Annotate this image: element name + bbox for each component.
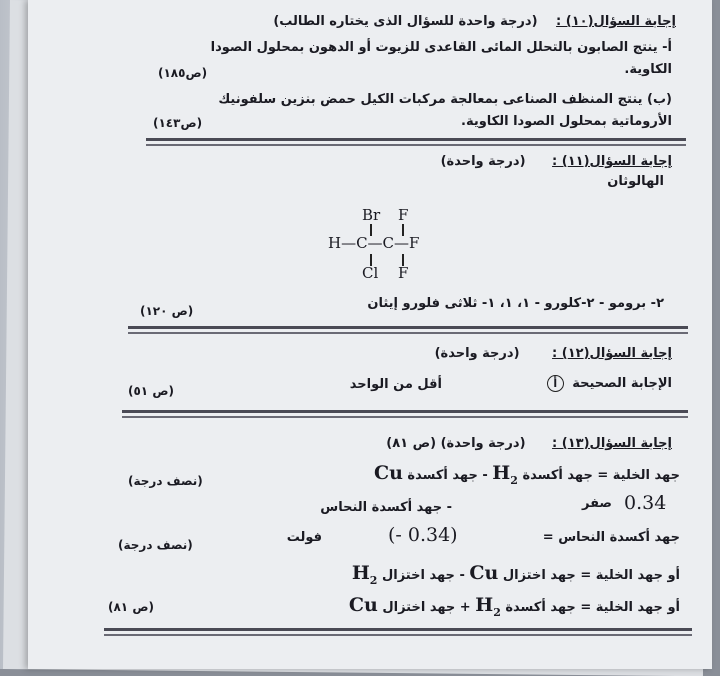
- halothane-structure: [318, 206, 458, 286]
- q13-line4-cu: Cu: [469, 562, 499, 584]
- q12-header-row: [352, 346, 672, 361]
- q12-answer: أقل من الواحد: [349, 377, 442, 392]
- q12-correct-row: [547, 375, 672, 392]
- q11-header-row: [352, 154, 672, 169]
- divider: [146, 138, 686, 141]
- q13-line4-mid: - جهد اختزال: [381, 568, 465, 583]
- q12-correct-label: الإجابة الصحيحة: [572, 376, 672, 391]
- q13-header: إجابة السؤال(١٣) :: [552, 436, 672, 451]
- q13-line4: [352, 562, 680, 587]
- q10-a-ref: (ص١٨٥): [158, 66, 208, 80]
- q13-line4-h2: [352, 562, 378, 587]
- q10-a-line2: الكاوية.: [624, 62, 672, 77]
- q10-b-line2: الأروماتية بمحلول الصودا الكاوية.: [461, 114, 672, 129]
- q13-line3-val: (- 0.34): [388, 524, 458, 546]
- carbon-chain: H—C—C—F: [328, 234, 420, 252]
- q10-b-line1: (ب) ينتج المنظف الصناعى بمعالجة مركبات الكيل حمض بنزين سلفونيك: [218, 92, 672, 107]
- divider: [128, 326, 688, 329]
- q13-line2-right: صفر: [581, 496, 612, 511]
- q12-choice-circle: أ: [547, 375, 564, 392]
- atom-f-bottom: F: [398, 264, 409, 282]
- q13-line5-mid: + جهد اختزال: [382, 600, 471, 615]
- q11-answer: الهالوثان: [607, 174, 664, 189]
- q13-line5-text: أو جهد الخلية = جهد أكسدة: [505, 600, 680, 615]
- q13-grading: (درجة واحدة) (ص ٨١): [386, 436, 526, 451]
- q13-line3: جهد أكسدة النحاس =: [542, 530, 680, 545]
- q13-line3-unit: فولت: [286, 530, 322, 545]
- q12-ref: (ص ٥١): [128, 384, 174, 398]
- q13-half2: (نصف درجة): [118, 538, 193, 552]
- q13-line4-text: أو جهد الخلية = جهد اختزال: [502, 568, 680, 583]
- divider: [122, 410, 688, 413]
- divider: [128, 332, 688, 334]
- q13-half1: (نصف درجة): [128, 474, 203, 488]
- q13-line5-h: H: [475, 594, 494, 616]
- answer-key-page: [28, 0, 712, 669]
- q13-line5-cu: Cu: [348, 594, 378, 616]
- q13-line2-val: 0.34: [624, 492, 667, 514]
- q13-line2-mid: - جهد أكسدة النحاس: [320, 500, 452, 515]
- q10-grading: (درجة واحدة للسؤال الذى يختاره الطالب): [273, 14, 538, 29]
- q10-header: إجابة السؤال(١٠) :: [556, 14, 676, 29]
- q13-line5: [349, 594, 680, 619]
- atom-cl: Cl: [362, 264, 379, 282]
- q12-grading: (درجة واحدة): [434, 346, 520, 361]
- q10-b-ref: (ص١٤٣): [153, 116, 203, 130]
- q10-a-line1: أ- ينتج الصابون بالتحلل المائى القاعدى للزيوت أو الدهون بمحلول الصودا: [210, 40, 672, 55]
- subscript: 2: [510, 473, 518, 487]
- q11-header: إجابة السؤال(١١) :: [552, 154, 672, 169]
- atom-f-top: F: [398, 206, 409, 224]
- q13-ref: (ص ٨١): [108, 600, 154, 614]
- q13-line1-text: جهد الخلية = جهد أكسدة: [522, 468, 680, 483]
- atom-br: Br: [362, 206, 381, 224]
- q13-line1-h2: [492, 462, 518, 487]
- q13-line1-cu: Cu: [373, 462, 403, 484]
- q13-line4-h: H: [351, 562, 370, 584]
- q11-ref: (ص ١٢٠): [140, 304, 194, 318]
- q11-grading: (درجة واحدة): [440, 154, 526, 169]
- divider: [146, 144, 686, 146]
- q12-header: إجابة السؤال(١٢) :: [552, 346, 672, 361]
- q10-header-row: [236, 14, 676, 29]
- subscript: 2: [493, 605, 501, 619]
- divider: [122, 416, 688, 418]
- q13-line5-h2: [475, 594, 501, 619]
- q13-line1-mid: - جهد أكسدة: [407, 468, 488, 483]
- divider: [104, 628, 692, 631]
- q13-line1: [374, 462, 680, 487]
- subscript: 2: [369, 573, 378, 587]
- q11-name: ٢- برومو - ٢-كلورو - ١، ١، ١- ثلاثى فلورو إيثان: [367, 296, 664, 311]
- divider: [104, 634, 692, 636]
- q13-header-row: [272, 436, 672, 451]
- q13-line1-h: H: [492, 462, 511, 484]
